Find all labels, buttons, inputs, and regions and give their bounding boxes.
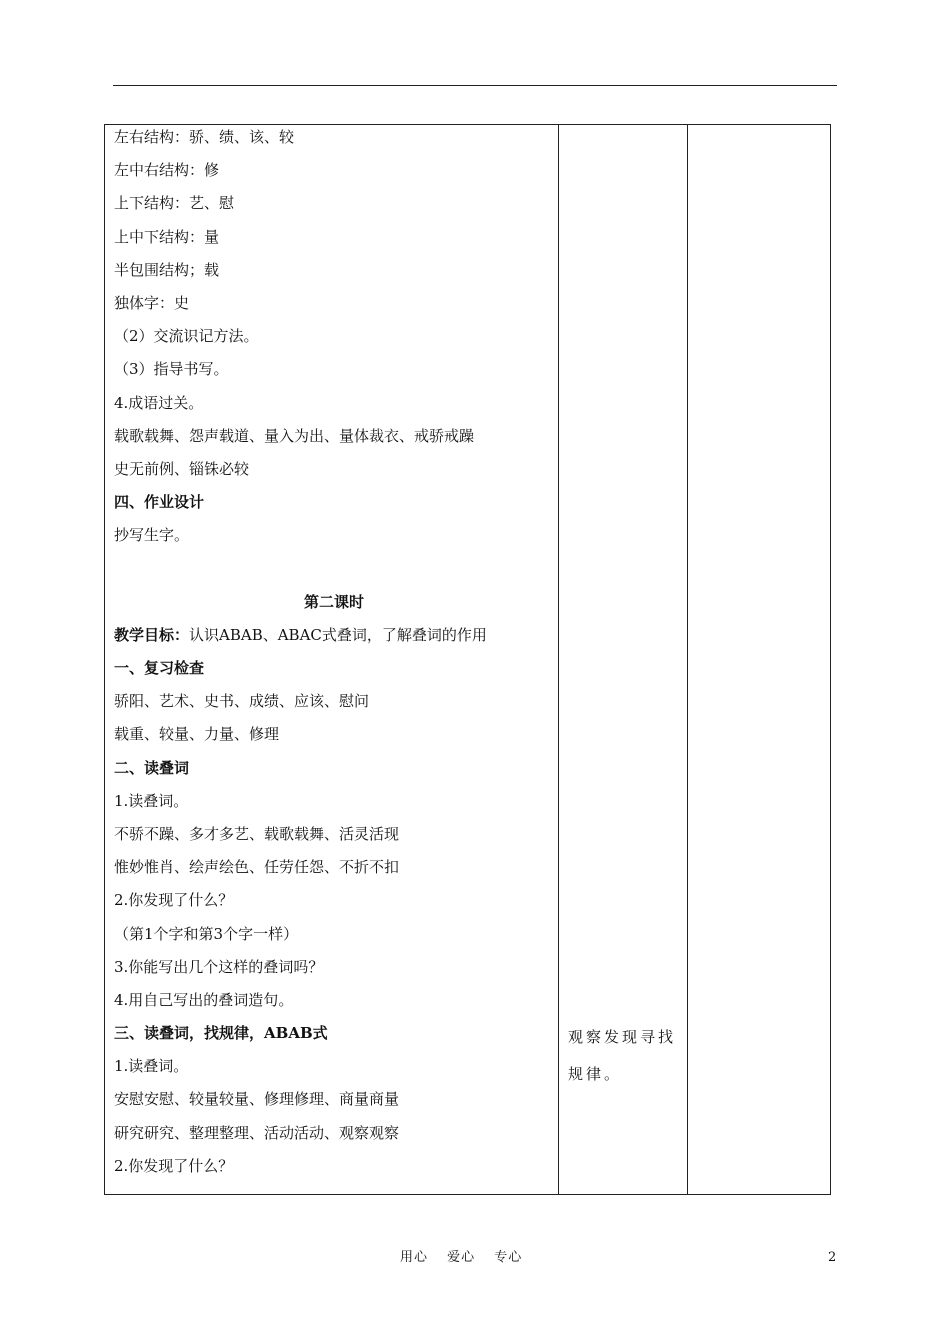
content-line: 3.你能写出几个这样的叠词吗？ (114, 957, 324, 976)
content-line: 独体字：史 (114, 293, 190, 312)
content-line: （2）交流识记方法。 (114, 327, 259, 346)
lesson-content-column (114, 121, 554, 1183)
content-line: 骄阳、艺术、史书、成绩、应该、慰问 (114, 692, 370, 711)
column-divider-notes (558, 124, 559, 1195)
content-line: 4.用自己写出的叠词造句。 (114, 990, 294, 1009)
content-line-part: 教学目标： (114, 625, 190, 644)
content-line: 1.读叠词。 (114, 791, 189, 810)
blank-line (114, 552, 554, 585)
content-line: 2.你发现了什么？ (114, 891, 234, 910)
content-line: 4.成语过关。 (114, 393, 204, 412)
page-number: 2 (828, 1250, 837, 1265)
content-line: （3）指导书写。 (114, 360, 229, 379)
content-line: （第1个字和第3个字一样） (114, 924, 299, 943)
content-line (114, 619, 554, 652)
footer-motto: 用心 爱心 专心 (400, 1250, 523, 1265)
column-divider-remarks (687, 124, 688, 1195)
note-line-2: 规律。 (568, 1065, 623, 1083)
content-line: 史无前例、锱铢必较 (114, 459, 250, 478)
content-line: 安慰安慰、较量较量、修理修理、商量商量 (114, 1090, 400, 1109)
content-line: 左右结构：骄、绩、该、较 (114, 128, 295, 146)
content-line: 载重、较量、力量、修理 (114, 725, 280, 744)
note-line-1: 观察发现寻找 (568, 1028, 677, 1046)
content-line: 半包围结构；载 (114, 260, 220, 279)
content-line: 二、读叠词 (114, 758, 190, 777)
content-line: 研究研究、整理整理、活动活动、观察观察 (114, 1123, 400, 1142)
content-line: 三、读叠词，找规律，ABAB式 (114, 1024, 328, 1043)
content-line-part: 认识ABAB、ABAC式叠词，了解叠词的作用 (189, 625, 487, 644)
content-line: 上中下结构：量 (114, 227, 220, 246)
content-line: 2.你发现了什么？ (114, 1156, 234, 1175)
header-rule (113, 85, 837, 86)
content-line: 抄写生字。 (114, 526, 190, 545)
content-line: 一、复习检查 (114, 659, 205, 677)
content-line: 上下结构：艺、慰 (114, 194, 235, 213)
content-line: 惟妙惟肖、绘声绘色、任劳任怨、不折不扣 (114, 858, 400, 877)
content-line: 左中右结构：修 (114, 161, 220, 180)
design-intent-note (568, 1019, 682, 1093)
content-line: 四、作业设计 (114, 493, 205, 512)
content-line: 载歌载舞、怨声载道、量入为出、量体裁衣、戒骄戒躁 (114, 426, 475, 445)
content-line: 不骄不躁、多才多艺、载歌载舞、活灵活现 (114, 824, 400, 843)
content-line: 第二课时 (303, 592, 364, 611)
content-line: 1.读叠词。 (114, 1057, 189, 1076)
